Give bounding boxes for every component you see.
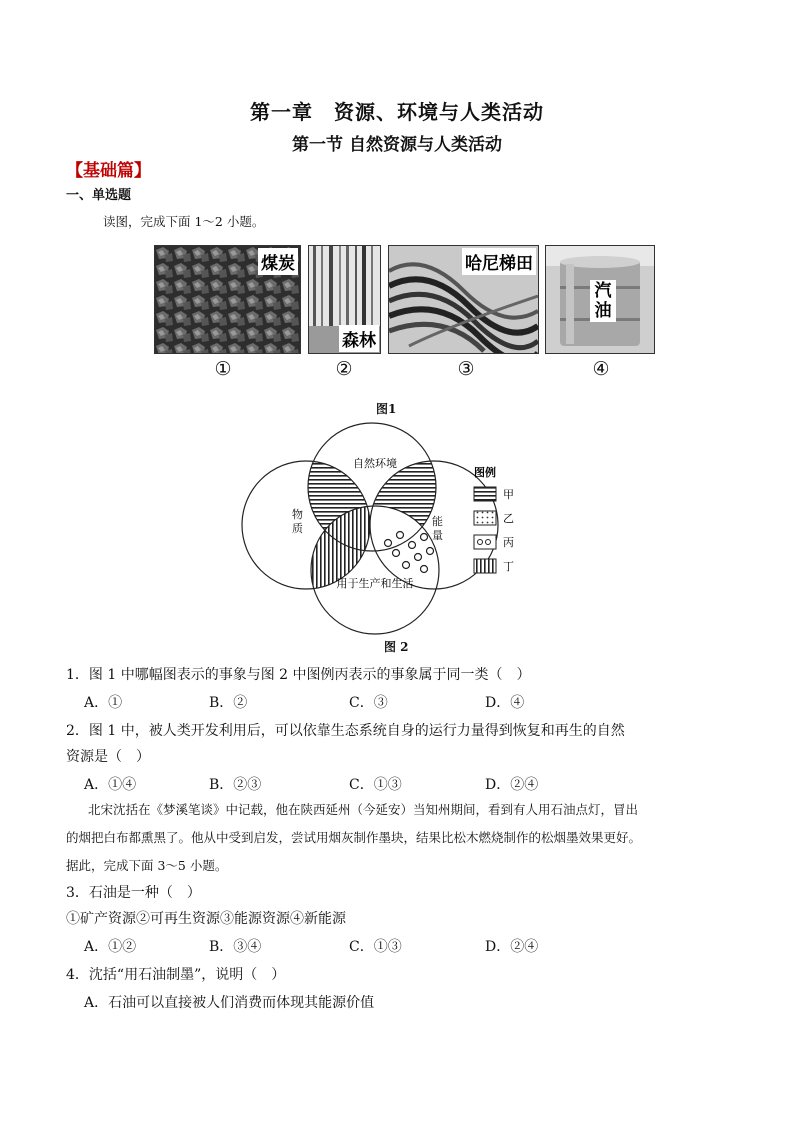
q3-option-c[interactable]: C．①③ xyxy=(349,939,402,955)
passage-line3: 据此，完成下面 3～5 小题。 xyxy=(66,858,228,873)
forest-photo xyxy=(308,245,381,354)
chapter-title: 第一章 资源、环境与人类活动 xyxy=(250,100,544,124)
legend-label-jia: 甲 xyxy=(503,489,514,501)
passage-line2: 的烟把白布都熏黑了。他从中受到启发，尝试用烟灰制作墨块，结果比松木燃烧制作的松烟墨效果更好。 xyxy=(66,830,642,845)
passage xyxy=(66,796,726,880)
section-title: 第一节 自然资源与人类活动 xyxy=(292,135,502,155)
legend-label-bing: 丙 xyxy=(503,537,514,549)
coal-photo xyxy=(154,245,301,354)
gasoline-label: 汽油 xyxy=(590,280,616,322)
label-natural-env: 自然环境 xyxy=(353,458,397,470)
q3-option-b[interactable]: B．③④ xyxy=(209,939,262,955)
photo-number-3: ③ xyxy=(457,358,475,380)
legend-label-yi: 乙 xyxy=(503,513,514,525)
q4-stem: 4．沈括“用石油制墨”，说明（ ） xyxy=(66,967,286,983)
legend-swatch-ding xyxy=(474,559,496,573)
q1-option-c[interactable]: C．③ xyxy=(349,695,388,711)
passage-line1: 北宋沈括在《梦溪笔谈》中记载，他在陕西延州（今延安）当知州期间，看到有人用石油点灯，冒出 xyxy=(88,802,639,817)
photo-number-1: ① xyxy=(214,358,232,380)
legend-swatch-jia xyxy=(474,487,496,501)
part-heading: 一、单选题 xyxy=(66,188,132,203)
q2-option-a[interactable]: A．①④ xyxy=(84,777,137,793)
label-use: 用于生产和生活 xyxy=(336,578,414,590)
level-tag: 【基础篇】 xyxy=(66,161,151,181)
q2-stem-line2: 资源是（ ） xyxy=(66,749,150,765)
label-matter-vertical: 物质 xyxy=(292,509,303,535)
q2-option-b[interactable]: B．②③ xyxy=(209,777,262,793)
label-energy-vertical: 能量 xyxy=(432,516,443,542)
q2-option-d[interactable]: D．②④ xyxy=(485,777,539,793)
q3-option-d[interactable]: D．②④ xyxy=(485,939,539,955)
legend-swatch-yi xyxy=(474,511,496,525)
q2-option-c[interactable]: C．①③ xyxy=(349,777,402,793)
q4-option-a[interactable]: A．石油可以直接被人们消费而体现其能源价值 xyxy=(84,995,375,1011)
photo-number-4: ④ xyxy=(592,358,610,380)
coal-label: 煤炭 xyxy=(258,248,298,275)
q3-stem: 3．石油是一种（ ） xyxy=(66,885,201,901)
q1-option-d[interactable]: D．④ xyxy=(485,695,525,711)
figure-intro: 读图，完成下面 1～2 小题。 xyxy=(103,214,265,229)
q1-option-a[interactable]: A．① xyxy=(84,695,123,711)
figure2-caption: 图 2 xyxy=(384,640,409,654)
photo-number-2: ② xyxy=(335,358,353,380)
legend-label-ding: 丁 xyxy=(503,561,514,573)
gasoline-photo xyxy=(545,245,655,354)
forest-label: 森林 xyxy=(339,325,379,352)
q1-stem: 1．图 1 中哪幅图表示的事象与图 2 中图例丙表示的事象属于同一类（ ） xyxy=(66,667,531,683)
q3-sub: ①矿产资源②可再生资源③能源资源④新能源 xyxy=(66,911,346,927)
legend-title: 图例 xyxy=(474,467,496,479)
venn-diagram xyxy=(0,415,794,645)
figure1-caption: 图1 xyxy=(376,402,397,416)
q2-stem-line1: 2．图 1 中，被人类开发利用后，可以依靠生态系统自身的运行力量得到恢复和再生的自然 xyxy=(66,723,625,739)
q3-option-a[interactable]: A．①② xyxy=(84,939,137,955)
terraces-photo xyxy=(388,245,539,354)
q1-option-b[interactable]: B．② xyxy=(209,695,248,711)
terraces-label: 哈尼梯田 xyxy=(462,248,536,275)
